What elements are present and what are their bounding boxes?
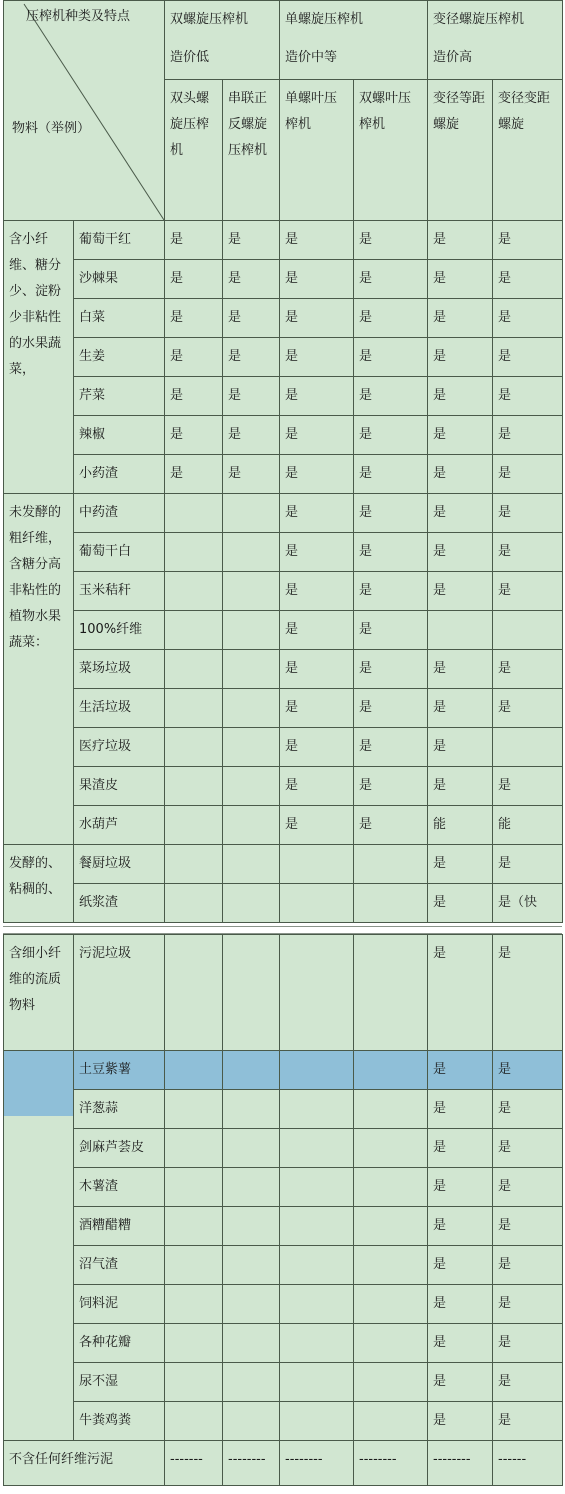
value-cell: 是	[354, 299, 428, 338]
value-cell	[354, 1246, 428, 1285]
group-name: 双螺旋压榨机	[170, 12, 249, 27]
value-cell	[280, 1246, 354, 1285]
material-cell: 沼气渣	[74, 1246, 165, 1285]
corner-bottom-label: 物料（举例）	[12, 121, 91, 136]
value-cell: 是	[493, 1129, 563, 1168]
value-cell	[165, 611, 223, 650]
value-cell: 是	[280, 377, 354, 416]
value-cell	[223, 572, 280, 611]
value-cell	[223, 728, 280, 767]
value-cell	[223, 611, 280, 650]
value-cell	[223, 767, 280, 806]
value-cell	[165, 1051, 223, 1090]
value-cell	[165, 728, 223, 767]
group-cost: 造价高	[433, 50, 473, 65]
value-cell: 是	[280, 416, 354, 455]
value-cell	[165, 494, 223, 533]
value-cell: 是	[354, 728, 428, 767]
subtype-header: 双头螺旋压榨机	[165, 80, 223, 221]
value-cell: 是	[354, 377, 428, 416]
table-row	[4, 1363, 563, 1402]
value-cell: 是	[280, 572, 354, 611]
value-cell: 是	[493, 935, 563, 1051]
value-cell	[223, 1168, 280, 1207]
group-header-twin	[165, 1, 280, 80]
value-cell	[165, 845, 223, 884]
value-cell: 是	[354, 572, 428, 611]
footer-dash-cell: --------	[223, 1441, 280, 1486]
value-cell: 是	[354, 689, 428, 728]
value-cell: 是	[428, 935, 493, 1051]
value-cell: 是	[165, 299, 223, 338]
value-cell: 是	[428, 1285, 493, 1324]
value-cell: 是	[354, 611, 428, 650]
material-cell: 酒糟醋糟	[74, 1207, 165, 1246]
subtype-header: 单螺叶压榨机	[280, 80, 354, 221]
value-cell: 是	[493, 221, 563, 260]
value-cell: 是	[493, 1168, 563, 1207]
value-cell	[165, 884, 223, 923]
value-cell	[223, 1207, 280, 1246]
table-row	[4, 611, 563, 650]
value-cell: 是（快	[493, 884, 563, 923]
value-cell: 是	[280, 767, 354, 806]
table-row	[4, 1090, 563, 1129]
value-cell: 是	[354, 767, 428, 806]
category-cell: 含细小纤维的流质物料	[4, 935, 74, 1051]
value-cell: 是	[165, 260, 223, 299]
value-cell: 是	[493, 338, 563, 377]
value-cell: 是	[165, 221, 223, 260]
table-row	[4, 1285, 563, 1324]
value-cell: 是	[223, 338, 280, 377]
value-cell	[223, 884, 280, 923]
value-cell: 是	[493, 494, 563, 533]
value-cell	[354, 845, 428, 884]
value-cell: 是	[493, 1363, 563, 1402]
table-row	[4, 1051, 563, 1090]
material-cell: 污泥垃圾	[74, 935, 165, 1051]
table-row	[4, 689, 563, 728]
group-header-single	[280, 1, 428, 80]
subtype-header: 双螺叶压榨机	[354, 80, 428, 221]
value-cell: 是	[428, 1402, 493, 1441]
value-cell	[165, 689, 223, 728]
value-cell	[280, 1207, 354, 1246]
table-row	[4, 1168, 563, 1207]
category-cell: 未发酵的粗纤维，含糖分高非粘性的植物水果蔬菜：	[4, 494, 74, 845]
table-row	[4, 260, 563, 299]
value-cell: 是	[354, 650, 428, 689]
value-cell: 是	[428, 1051, 493, 1090]
value-cell	[280, 1051, 354, 1090]
value-cell	[280, 1402, 354, 1441]
value-cell: 是	[428, 1363, 493, 1402]
value-cell	[223, 1129, 280, 1168]
value-cell	[354, 1090, 428, 1129]
value-cell	[280, 845, 354, 884]
table-body-part1	[4, 1, 563, 923]
value-cell	[223, 845, 280, 884]
value-cell	[223, 494, 280, 533]
value-cell: 是	[280, 533, 354, 572]
footer-label: 不含任何纤维污泥	[4, 1441, 165, 1486]
value-cell: 是	[280, 494, 354, 533]
material-cell: 饲料泥	[74, 1285, 165, 1324]
value-cell	[354, 1168, 428, 1207]
value-cell: 是	[354, 221, 428, 260]
value-cell: 是	[428, 416, 493, 455]
value-cell	[165, 572, 223, 611]
value-cell: 是	[428, 299, 493, 338]
value-cell: 是	[493, 1207, 563, 1246]
value-cell	[165, 1324, 223, 1363]
value-cell: 是	[280, 299, 354, 338]
value-cell: 是	[354, 260, 428, 299]
group-header-variable	[428, 1, 563, 80]
value-cell	[223, 650, 280, 689]
value-cell: 能	[493, 806, 563, 845]
table-row	[4, 1129, 563, 1168]
value-cell	[354, 1324, 428, 1363]
value-cell	[223, 1246, 280, 1285]
value-cell: 能	[428, 806, 493, 845]
table-row	[4, 1246, 563, 1285]
footer-dash-cell: --------	[428, 1441, 493, 1486]
value-cell: 是	[493, 845, 563, 884]
value-cell: 是	[493, 1090, 563, 1129]
value-cell: 是	[223, 416, 280, 455]
value-cell: 是	[354, 338, 428, 377]
value-cell: 是	[280, 650, 354, 689]
value-cell: 是	[354, 533, 428, 572]
value-cell	[493, 611, 563, 650]
table-row	[4, 1324, 563, 1363]
material-cell: 木薯渣	[74, 1168, 165, 1207]
value-cell: 是	[428, 494, 493, 533]
value-cell	[223, 533, 280, 572]
material-cell: 洋葱蒜	[74, 1090, 165, 1129]
table-row	[4, 845, 563, 884]
material-cell: 各种花瓣	[74, 1324, 165, 1363]
footer-dash-cell: -------	[165, 1441, 223, 1486]
footer-row	[4, 1441, 563, 1486]
value-cell	[223, 1051, 280, 1090]
value-cell: 是	[165, 455, 223, 494]
value-cell: 是	[354, 806, 428, 845]
value-cell: 是	[493, 1051, 563, 1090]
value-cell: 是	[165, 377, 223, 416]
material-cell: 葡萄干红	[74, 221, 165, 260]
value-cell: 是	[223, 377, 280, 416]
value-cell	[354, 1402, 428, 1441]
value-cell	[165, 1285, 223, 1324]
value-cell	[354, 1207, 428, 1246]
value-cell: 是	[223, 221, 280, 260]
value-cell: 是	[428, 1090, 493, 1129]
value-cell	[354, 1285, 428, 1324]
value-cell	[223, 1285, 280, 1324]
value-cell: 是	[428, 1324, 493, 1363]
material-cell: 餐厨垃圾	[74, 845, 165, 884]
value-cell: 是	[493, 533, 563, 572]
material-cell: 小药渣	[74, 455, 165, 494]
value-cell	[223, 935, 280, 1051]
value-cell: 是	[493, 650, 563, 689]
material-cell: 玉米秸秆	[74, 572, 165, 611]
value-cell	[165, 1207, 223, 1246]
compat-table-part2	[3, 934, 563, 1486]
value-cell: 是	[280, 455, 354, 494]
value-cell: 是	[280, 338, 354, 377]
corner-top-label: 压榨机种类及特点	[26, 9, 131, 24]
table-row	[4, 572, 563, 611]
footer-dash-cell: --------	[354, 1441, 428, 1486]
value-cell: 是	[428, 455, 493, 494]
material-cell: 沙棘果	[74, 260, 165, 299]
value-cell: 是	[165, 338, 223, 377]
material-cell: 剑麻芦荟皮	[74, 1129, 165, 1168]
table-row	[4, 884, 563, 923]
value-cell	[165, 1129, 223, 1168]
material-cell: 白菜	[74, 299, 165, 338]
value-cell	[223, 1402, 280, 1441]
value-cell: 是	[223, 299, 280, 338]
category-cell: 含小纤维、糖分少、淀粉少非粘性的水果蔬菜，	[4, 221, 74, 494]
value-cell: 是	[223, 455, 280, 494]
value-cell	[165, 650, 223, 689]
subtype-header: 变径等距螺旋	[428, 80, 493, 221]
value-cell: 是	[428, 1168, 493, 1207]
table-row	[4, 338, 563, 377]
value-cell: 是	[428, 1129, 493, 1168]
value-cell	[354, 1363, 428, 1402]
table-body-part2	[4, 935, 563, 1486]
value-cell	[165, 806, 223, 845]
value-cell	[165, 533, 223, 572]
value-cell: 是	[493, 1324, 563, 1363]
material-cell: 牛粪鸡粪	[74, 1402, 165, 1441]
value-cell: 是	[428, 728, 493, 767]
value-cell: 是	[428, 572, 493, 611]
value-cell	[165, 767, 223, 806]
material-cell: 尿不湿	[74, 1363, 165, 1402]
value-cell	[354, 1051, 428, 1090]
value-cell: 是	[280, 221, 354, 260]
value-cell	[280, 1285, 354, 1324]
selection-highlight	[4, 1051, 74, 1117]
value-cell: 是	[428, 1246, 493, 1285]
material-cell: 菜场垃圾	[74, 650, 165, 689]
table-row	[4, 221, 563, 260]
value-cell: 是	[428, 884, 493, 923]
value-cell: 是	[223, 260, 280, 299]
table-row	[4, 650, 563, 689]
value-cell: 是	[493, 1246, 563, 1285]
value-cell: 是	[428, 689, 493, 728]
category-cell: 发酵的、粘稠的、	[4, 845, 74, 923]
value-cell	[165, 1246, 223, 1285]
value-cell	[493, 728, 563, 767]
value-cell: 是	[428, 845, 493, 884]
table-row	[4, 416, 563, 455]
value-cell	[223, 1363, 280, 1402]
table-row	[4, 767, 563, 806]
value-cell	[280, 1363, 354, 1402]
value-cell: 是	[428, 1207, 493, 1246]
value-cell	[165, 935, 223, 1051]
table-row	[4, 935, 563, 1051]
value-cell	[165, 1168, 223, 1207]
material-cell: 医疗垃圾	[74, 728, 165, 767]
value-cell: 是	[428, 338, 493, 377]
material-cell: 生活垃圾	[74, 689, 165, 728]
table-row	[4, 533, 563, 572]
value-cell	[165, 1402, 223, 1441]
value-cell: 是	[428, 533, 493, 572]
value-cell: 是	[428, 650, 493, 689]
compat-table-part1	[3, 0, 563, 923]
table-row	[4, 377, 563, 416]
value-cell: 是	[428, 260, 493, 299]
value-cell: 是	[493, 767, 563, 806]
value-cell	[354, 1129, 428, 1168]
value-cell: 是	[493, 1402, 563, 1441]
value-cell	[280, 884, 354, 923]
table-row	[4, 1207, 563, 1246]
table-row	[4, 299, 563, 338]
corner-header-cell	[4, 1, 165, 221]
value-cell	[280, 1129, 354, 1168]
material-cell: 水葫芦	[74, 806, 165, 845]
value-cell: 是	[493, 1285, 563, 1324]
value-cell: 是	[428, 221, 493, 260]
value-cell: 是	[280, 611, 354, 650]
table-row	[4, 1402, 563, 1441]
material-cell: 芹菜	[74, 377, 165, 416]
material-cell: 果渣皮	[74, 767, 165, 806]
value-cell: 是	[493, 455, 563, 494]
subtype-header: 变径变距螺旋	[493, 80, 563, 221]
value-cell: 是	[354, 416, 428, 455]
header-row-groups	[4, 1, 563, 80]
value-cell	[165, 1363, 223, 1402]
group-cost: 造价中等	[285, 50, 338, 65]
material-cell: 100%纤维	[74, 611, 165, 650]
footer-dash-cell: ------	[493, 1441, 563, 1486]
group-name: 变径螺旋压榨机	[433, 12, 525, 27]
footer-dash-cell: --------	[280, 1441, 354, 1486]
group-cost: 造价低	[170, 50, 210, 65]
value-cell: 是	[493, 377, 563, 416]
table-row	[4, 806, 563, 845]
material-cell: 葡萄干白	[74, 533, 165, 572]
value-cell	[223, 1324, 280, 1363]
gap-divider-top	[3, 926, 562, 927]
value-cell	[280, 1090, 354, 1129]
diagonal-line	[4, 1, 165, 221]
value-cell: 是	[493, 416, 563, 455]
value-cell	[165, 1090, 223, 1129]
material-cell: 辣椒	[74, 416, 165, 455]
value-cell: 是	[280, 260, 354, 299]
value-cell	[223, 806, 280, 845]
material-cell: 土豆紫薯	[74, 1051, 165, 1090]
value-cell: 是	[493, 260, 563, 299]
value-cell: 是	[354, 494, 428, 533]
material-cell: 纸浆渣	[74, 884, 165, 923]
category-cell-empty	[4, 1051, 74, 1441]
value-cell	[428, 611, 493, 650]
value-cell: 是	[280, 728, 354, 767]
group-name: 单螺旋压榨机	[285, 12, 364, 27]
value-cell	[354, 884, 428, 923]
value-cell: 是	[165, 416, 223, 455]
value-cell: 是	[354, 455, 428, 494]
value-cell	[223, 689, 280, 728]
value-cell: 是	[428, 767, 493, 806]
value-cell: 是	[280, 806, 354, 845]
value-cell	[280, 1168, 354, 1207]
table-row	[4, 728, 563, 767]
value-cell	[280, 1324, 354, 1363]
table-row	[4, 494, 563, 533]
value-cell	[223, 1090, 280, 1129]
value-cell: 是	[493, 689, 563, 728]
table-row	[4, 455, 563, 494]
material-cell: 中药渣	[74, 494, 165, 533]
value-cell: 是	[493, 572, 563, 611]
value-cell	[280, 935, 354, 1051]
value-cell: 是	[280, 689, 354, 728]
value-cell: 是	[493, 299, 563, 338]
value-cell: 是	[428, 377, 493, 416]
value-cell	[354, 935, 428, 1051]
subtype-header: 串联正反螺旋压榨机	[223, 80, 280, 221]
material-cell: 生姜	[74, 338, 165, 377]
